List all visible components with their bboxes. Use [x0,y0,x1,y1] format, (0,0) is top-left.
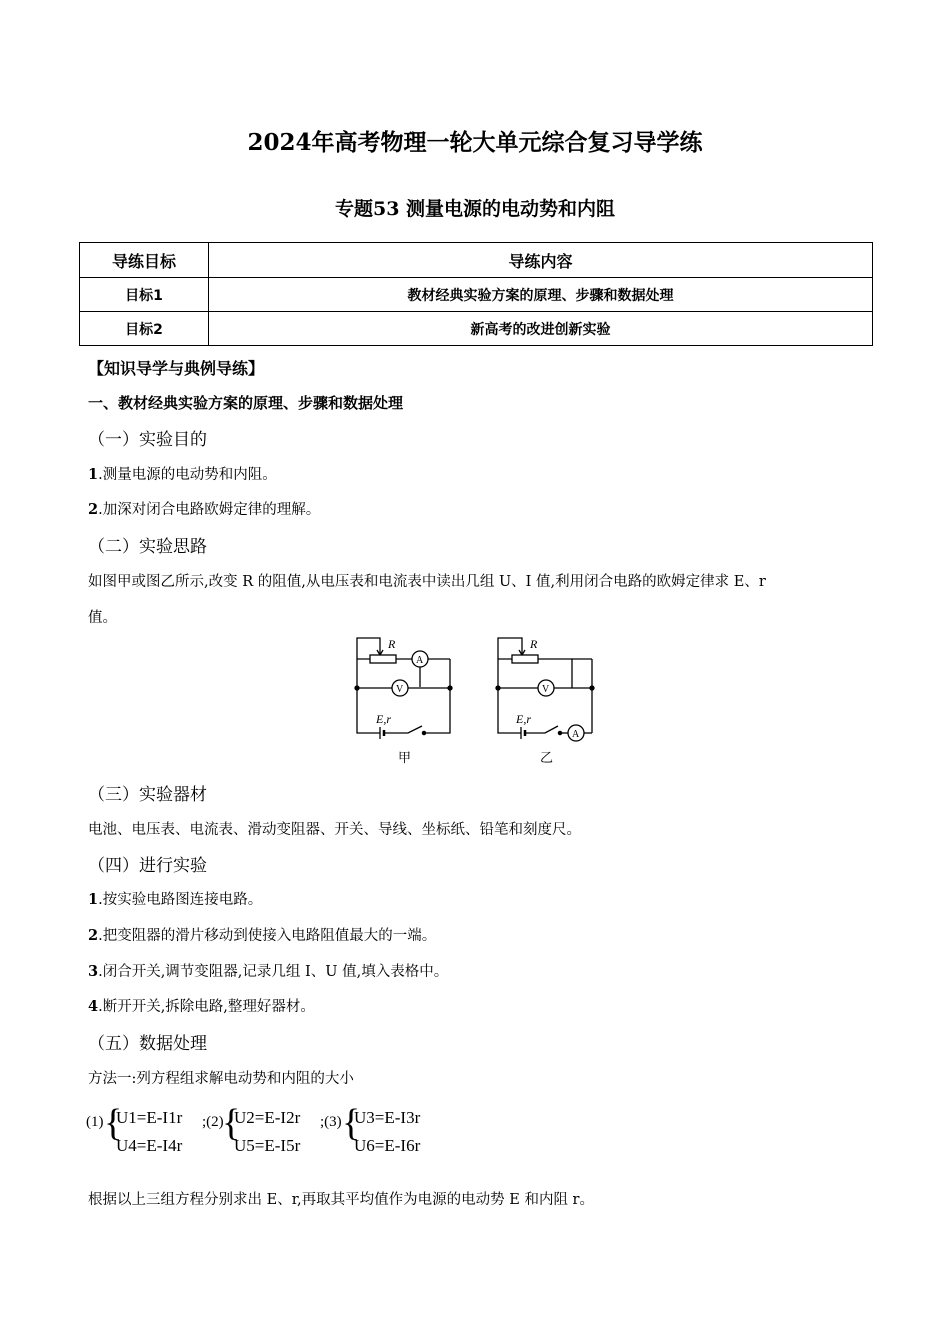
eq-label: ;(2) [202,1114,224,1130]
brace-symbol: { [342,1102,361,1144]
circuit-diagram [340,632,610,768]
equation: U6=E-I6r [354,1136,421,1155]
s1-title: （一）实验目的 [88,430,207,450]
table-header-cell: 导练目标 [80,243,209,278]
equation: U5=E-I5r [234,1136,301,1155]
s5-conclusion: 根据以上三组方程分别求出 E、r,再取其平均值作为电源的电动势 E 和内阻 r。 [88,1192,594,1208]
item-text: .把变阻器的滑片移动到使接入电路阻值最大的一端。 [98,928,437,944]
s2-paragraph-line1: 如图甲或图乙所示,改变 R 的阻值,从电压表和电流表中读出几组 U、I 值,利用闭合电路的欧姆定律求 E、r [88,574,766,590]
item-text: .断开开关,拆除电路,整理好器材。 [98,999,315,1015]
table-cell: 新高考的改进创新实验 [209,312,873,346]
ammeter-label: A [416,655,424,666]
label-yi: 乙 [540,751,554,766]
s5-title: （五）数据处理 [88,1034,207,1054]
s1-item [88,463,277,484]
document-subtitle: 专题53 测量电源的电动势和内阻 [334,198,616,220]
table-cell: 目标1 [80,278,209,312]
document-title: 2024年高考物理一轮大单元综合复习导学练 [247,129,703,156]
equation: U3=E-I3r [354,1108,421,1127]
section-heading: 【知识导学与典例导练】 [88,359,265,378]
ammeter-label: A [572,729,580,740]
item-number: 2 [88,501,99,518]
label-Er: E,r [516,712,531,726]
label-R: R [530,637,538,651]
equation: U2=E-I2r [234,1108,301,1127]
circuit-jia [355,638,452,739]
brace-symbol: { [104,1102,123,1144]
item-text: .加深对闭合电路欧姆定律的理解。 [98,502,321,518]
s1-item [88,498,320,519]
s4-item [88,888,262,909]
table-cell: 教材经典实验方案的原理、步骤和数据处理 [209,278,873,312]
s4-item [88,924,436,945]
eq-label: (1) [86,1114,104,1130]
table-header-cell: 导练内容 [209,243,873,278]
item-text: .按实验电路图连接电路。 [98,892,263,908]
eq-label: ;(3) [320,1114,342,1130]
s2-paragraph-line2: 值。 [88,610,117,626]
s3-title: （三）实验器材 [88,785,207,805]
label-Er: E,r [376,712,391,726]
item-text: .闭合开关,调节变阻器,记录几组 I、U 值,填入表格中。 [98,964,449,980]
item-number: 4 [88,998,99,1015]
item-number: 1 [88,891,99,908]
voltmeter-label: V [396,684,404,695]
goals-table [79,242,873,346]
s3-text: 电池、电压表、电流表、滑动变阻器、开关、导线、坐标纸、铅笔和刻度尺。 [88,822,581,838]
s5-method: 方法一:列方程组求解电动势和内阻的大小 [88,1071,354,1087]
s4-item [88,960,448,981]
part1-heading: 一、教材经典实验方案的原理、步骤和数据处理 [88,394,404,412]
equation: U1=E-I1r [116,1108,183,1127]
label-jia: 甲 [398,751,412,766]
table-row [80,278,873,312]
table-header-row [80,243,873,278]
brace-symbol: { [222,1102,241,1144]
table-row [80,312,873,346]
label-R: R [388,637,396,651]
table-cell: 目标2 [80,312,209,346]
item-number: 2 [88,927,99,944]
voltmeter-label: V [542,684,550,695]
s2-title: （二）实验思路 [88,537,207,557]
s4-item [88,995,315,1016]
s4-title: （四）进行实验 [88,856,207,876]
item-number: 1 [88,466,99,483]
item-text: .测量电源的电动势和内阻。 [98,467,277,483]
item-number: 3 [88,963,99,980]
equation: U4=E-I4r [116,1136,183,1155]
